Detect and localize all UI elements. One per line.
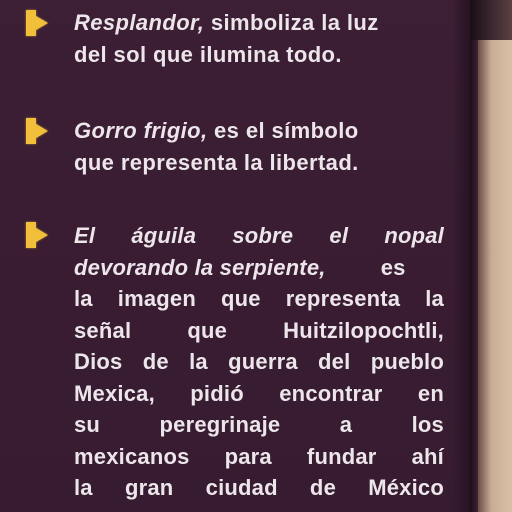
item-text-line: Mexica, pidió encontrar en: [74, 380, 444, 406]
bullet-arrow-icon: [26, 222, 48, 248]
panel-edge-shadow: [452, 0, 470, 512]
item-text-line: Dios de la guerra del pueblo: [74, 349, 444, 374]
item-text-line: es el símbolo: [207, 118, 359, 143]
item-term: Resplandor,: [74, 10, 205, 35]
wall-frame-edge: [470, 0, 512, 512]
item-term: El águila sobre el nopal: [74, 223, 444, 248]
item-text-line: es: [380, 254, 406, 280]
item-term: devorando la serpiente,: [74, 254, 326, 280]
item-text-line: la gran ciudad de México: [74, 475, 444, 500]
item-text-line: mexicanos para fundar ahí: [74, 443, 444, 469]
item-aguila: [74, 220, 444, 504]
item-text-line: señal que Huitzilopochtli,: [74, 317, 444, 343]
item-resplandor: [74, 7, 444, 70]
item-term: Gorro frigio,: [74, 118, 208, 143]
bullet-arrow-icon: [26, 10, 48, 36]
bullet-arrow-icon: [26, 118, 48, 144]
item-text-line: simboliza la luz: [204, 10, 379, 35]
item-text-line: del sol que ilumina todo.: [74, 41, 342, 67]
item-gorro-frigio: [74, 115, 444, 178]
item-text-line: la imagen que representa la: [74, 286, 444, 311]
item-text-line: su peregrinaje a los: [74, 412, 444, 437]
item-text-line: que representa la libertad.: [74, 149, 359, 175]
